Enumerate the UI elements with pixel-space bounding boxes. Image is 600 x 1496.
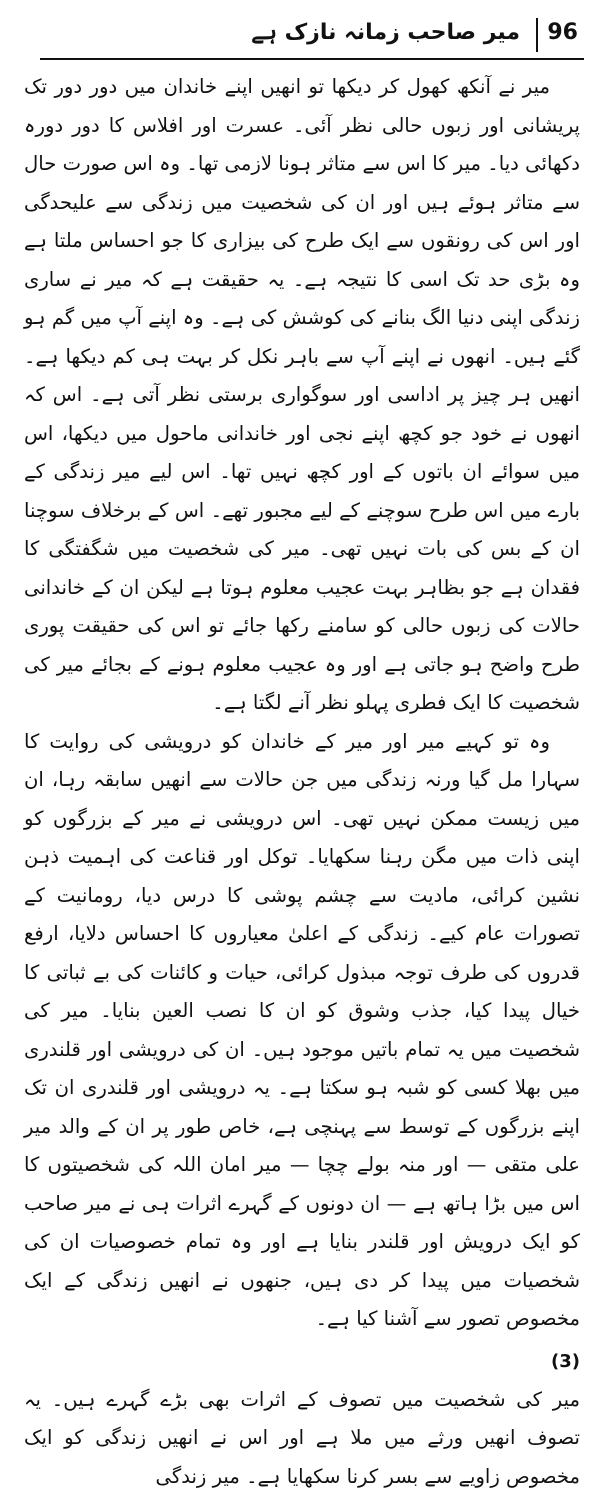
paragraph-3: میر کی شخصیت میں تصوف کے اثرات بھی بڑے گہرے ہیں۔ یہ تصوف انھیں ورثے میں ملا ہے اور اس نے انھیں زندگی کو ایک مخصوص زاویے سے بسر کرنا سکھایا ہے۔ میر زندگی (24, 1381, 580, 1496)
section-number: (3) (24, 1347, 580, 1377)
paragraph-1: میر نے آنکھ کھول کر دیکھا تو انھیں اپنے خاندان میں دور دور تک پریشانی اور زبوں حالی نظر آئی۔ عسرت اور افلاس کا دور دورہ دکھائی دیا۔ میر کا اس سے متاثر ہونا لازمی تھا۔ وہ اس صورت حال سے متاثر ہوئے ہیں اور ان کی شخصیت میں زندگی سے علیحدگی اور اس کی رونقوں سے ایک طرح کی بیزاری کا جو احساس ملتا ہے وہ بڑی حد تک اسی کا نتیجہ ہے۔ یہ حقیقت ہے کہ میر نے ساری زندگی اپنی دنیا الگ بنانے کی کوشش کی ہے۔ وہ اپنے آپ میں گم ہو گئے ہیں۔ انھوں نے اپنے آپ سے باہر نکل کر بہت ہی کم دیکھا ہے۔ انھیں ہر چیز پر اداسی اور سوگواری برستی نظر آتی ہے۔ اس کہ انھوں نے خود جو کچھ اپنے نجی اور خاندانی ماحول میں دیکھا، اس میں سوائے ان باتوں کے اور کچھ نہیں تھا۔ اس لیے میر زندگی کے بارے میں اس طرح سوچنے کے لیے مجبور تھے۔ اس کے برخلاف سوچنا ان کے بس کی بات نہیں تھی۔ میر کی شخصیت میں شگفتگی کا فقدان ہے جو بظاہر بہت عجیب معلوم ہوتا ہے لیکن ان کے خاندانی حالات کی زبوں حالی کو سامنے رکھا جائے تو اس کی حقیقت پوری طرح واضح ہو جاتی ہے اور وہ عجیب معلوم ہونے کے بجائے میر کی شخصیت کا ایک فطری پہلو نظر آنے لگتا ہے۔ (24, 68, 580, 723)
page-number: 96 (547, 20, 578, 45)
page-header (40, 14, 584, 54)
running-title: میر صاحب زمانہ نازک ہے (251, 20, 520, 45)
header-rule (40, 58, 584, 60)
header-separator (536, 18, 538, 52)
body-text (24, 68, 580, 1496)
paragraph-2: وہ تو کہیے میر اور میر کے خاندان کو درویشی کی روایت کا سہارا مل گیا ورنہ زندگی میں جن حالات سے انھیں سابقہ رہا، ان میں زیست ممکن نہیں تھی۔ اس درویشی نے میر کے بزرگوں کو اپنی ذات میں مگن رہنا سکھایا۔ توکل اور قناعت کی اہمیت ذہن نشین کرائی، مادیت سے چشم پوشی کا درس دیا، رومانیت کے تصورات عام کیے۔ زندگی کے اعلیٰ معیاروں کا احساس دلایا، ارفع قدروں کی طرف توجہ مبذول کرائی، حیات و کائنات کی بے ثباتی کا خیال پیدا کیا، جذب وشوق کو ان کا نصب العین بنایا۔ میر کی شخصیت میں یہ تمام باتیں موجود ہیں۔ ان کی درویشی اور قلندری میں بھلا کسی کو شبہ ہو سکتا ہے۔ یہ درویشی اور قلندری ان تک اپنے بزرگوں کے توسط سے پہنچی ہے، خاص طور پر ان کے والد میر علی متقی — اور منہ بولے چچا — میر امان اللہ کی شخصیتوں کا اس میں بڑا ہاتھ ہے — ان دونوں کے گہرے اثرات ہی نے میر صاحب کو ایک درویش اور قلندر بنایا ہے اور وہ تمام خصوصیات ان کی شخصیات میں پیدا کر دی ہیں، جنھوں نے انھیں زندگی کے ایک مخصوص تصور سے آشنا کیا ہے۔ (24, 723, 580, 1339)
